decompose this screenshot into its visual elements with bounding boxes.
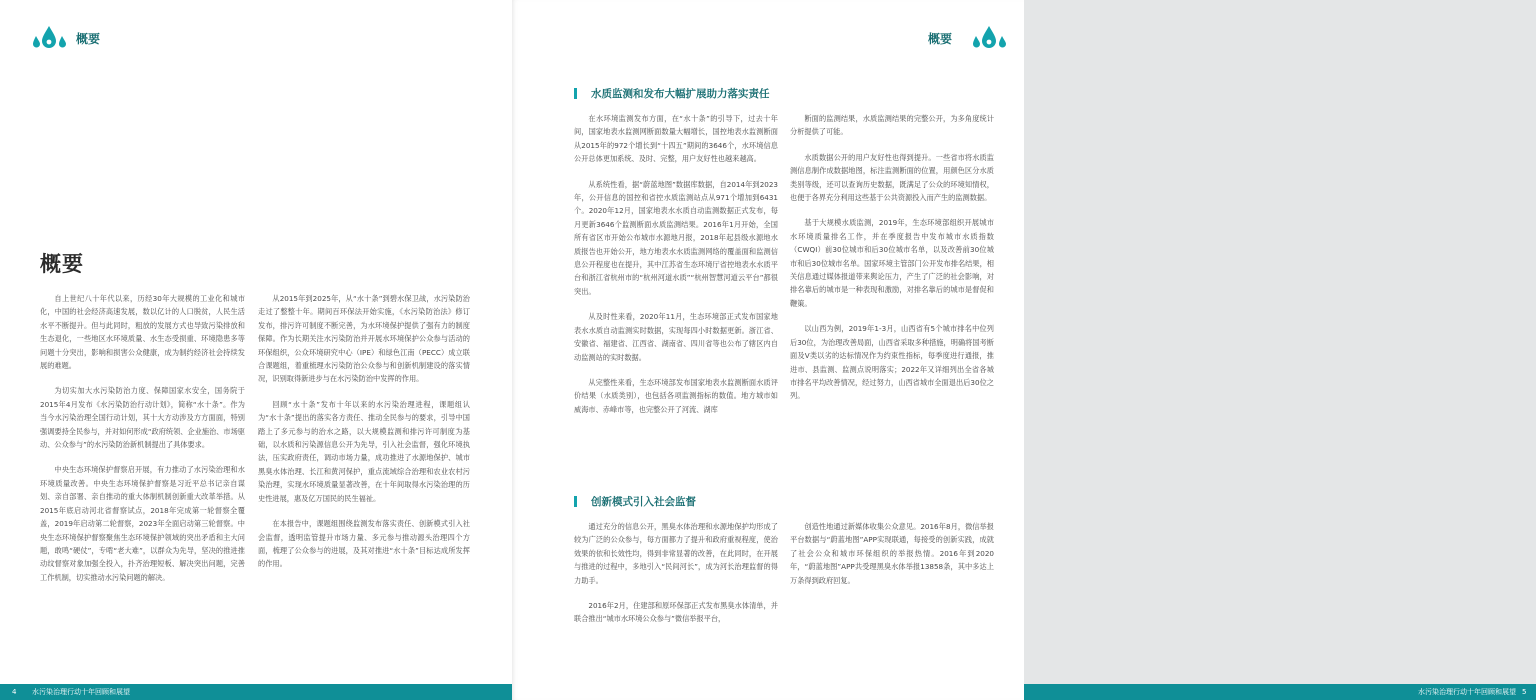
footer-text: 水污染治理行动十年回顾和展望 [1418, 688, 1516, 696]
paragraph: 中央生态环境保护督察启开展，有力推动了水污染治理和水环境质量改善。中央生态环境保护督察是习近平总书记亲自谋划、亲自部署、亲自推动的重大体制机制创新重大改革举措。从2015年底启动河北省督察试点，2018年完成第一轮督察全覆盖，2019年启动第二轮督察，2023年全面启动第三轮督察。中央生态环境保护督察聚焦生态环境保护领域的突出矛盾和主大问题，敢鸣“硬仗”，专啃“老大难”，以群众为先导，坚决的推进推动纹督察对象加强全投入，扑齐治理短板、解决突出问题，完善工作机制，切实推动水污染问题的解决。 [40, 465, 245, 582]
paragraph: 回顾“水十条”发布十年以来的水污染治理进程，课题组认为“水十条”提出的落实各方责任、推动全民参与的要求，引导中国踏上了多元参与的治水之路，以大规模监测和排污许可制度为基础，以水质和污染源信息公开为先导，引入社会监督，强化环境执法，压实政府责任，调动市场力量，成功推进了水源地保护、城市黑臭水体治理、长江和黄河保护，重点流域综合治理和农业农村污染治理，实现水环境质量显著改善，在十年间取得水污染治理的历史性进展，惠及亿万国民的民生福祉。 [258, 399, 470, 503]
footer-left [0, 684, 512, 700]
paragraph: 创造性地通过新媒体收集公众意见。2016年8月，微信举报平台数据与“蔚蓝地图”APP实现联通，每接受的创新实践，成就了社会公众和城市环保组织的举报热情。2016年到2020年，“蔚蓝地图”APP共受理黑臭水体举报13858条，其中多达上万条得到政府回复。 [790, 522, 994, 585]
left-page [0, 0, 512, 700]
paragraph: 自上世纪八十年代以来，历经30年大规模的工业化和城市化，中国的社会经济高速发展，数以亿计的人口脱贫，人民生活水平不断提升。但与此同时，粗放的发展方式也导致污染排放和生态退化，一些地区水环境质量、水生态受损重、环境隐患多等问题十分突出，影响和损害公众健康，成为制约经济社会持续发展的难题。 [40, 294, 245, 371]
right-column-3 [574, 520, 778, 638]
section-heading-supervision [574, 494, 696, 509]
paragraph: 在本报告中，课题组围绕监测发布落实责任、创新模式引入社会监督，透明监管提升市场力量、多元参与推动源头治理四个方面，梳理了公众参与的进展，及其对推进“水十条”目标达成所发挥的作用。 [258, 519, 470, 569]
paragraph: 在水环境监测发布方面，在“水十条”的引导下，过去十年间，国家地表水监测网断面数量大幅增长，国控地表水监测断面从2015年的972个增长到“十四五”期间的3646个，水环境信息公开总体更加系统、及时、完整，用户友好性也越来越高。 [574, 114, 778, 164]
paragraph: 从系统性看，据“蔚蓝地图”数据库数据，自2014年到2023年，公开信息的国控和省控水质监测站点从971个增加到6431个。2020年12月，国家地表水水质自动监测数据正式发布，每月更新3646个监测断面水质监测结果。2016年1月开始，全国所有省区市开始公布城市水源地月报，2018年起县级水源地水质报告也开始公开，地方地表水水质监测网络的覆盖面和监测信息公开程度也在提升，其中江苏省生态环境厅省控地表水水质平台和浙江省杭州市的“杭州河道水质”“杭州智慧河道云平台”都很突出。 [574, 179, 778, 296]
header-title: 概要 [76, 32, 101, 46]
page-title: 概要 [40, 252, 84, 276]
section-heading-monitoring [574, 86, 770, 101]
paragraph: 2016年2月，住建部和原环保部正式发布黑臭水体清单，并联合推出“城市水环境公众参与”微信举报平台， [574, 601, 778, 624]
page-number: 4 [12, 688, 17, 696]
paragraph: 断面的监测结果，水质监测结果的完整公开，为多角度统计分析提供了可能。 [790, 114, 994, 137]
section-marker [574, 88, 577, 99]
paragraph: 从及时性来看，2020年11月，生态环境部正式发布国家地表水水质自动监测实时数据，实现每四小时数据更新。浙江省、安徽省、福建省、江西省、湖南省、四川省等也公布了辖区内自动监测站的实时数据。 [574, 312, 778, 362]
left-column-2 [258, 292, 470, 583]
right-column-4 [790, 520, 994, 599]
right-column-1 [574, 112, 778, 428]
footer-right [1024, 684, 1536, 700]
water-drop-logo-icon [30, 24, 68, 52]
paragraph: 为切实加大水污染防治力度、保障国家水安全，国务院于2015年4月发布《水污染防治行动计划》，简称“水十条”。作为当今水污染治理全国行动计划，其十大方动涉及方方面面，特别强调要持全民参与，并对如何形成“政府统领、企业施治、市场驱动、公众参与”的水污染防治新机制提出了具体要求。 [40, 386, 245, 450]
paragraph: 从2015年到2025年，从“水十条”到碧水保卫战，水污染防治走过了整整十年。期间百环保法开始实施，《水污染防治法》修订发布，排污许可制度不断完善，为水环境保护提供了强有力的制度保障。作为长期关注水污染防治并开展水环境保护公众参与活动的环保组织，公众环境研究中心（IPE）和绿色江南（PECC）成立联合课题组，着重梳理水污染防治公众参与和创新机制建设的落实情况，识别取得新进步与在水污染防治中发挥的作用。 [258, 294, 470, 384]
paragraph: 基于大规模水质监测，2019年，生态环境部组织开展城市水环境质量排名工作，并在季度报告中发布城市水质指数（CWQI）前30位城市和后30位城市名单，以及改善前30位城市和后30位城市名单。国家环境主管部门公开发布排名结果，相关信息通过媒体报道带来舆论压力，产生了广泛的社会影响，对排名靠后的城市是一种表现和激励，对排名靠后的城市是督促和鞭策。 [790, 218, 994, 308]
section-marker [574, 496, 577, 507]
paragraph: 以山西为例，2019年1-3月，山西省有5个城市排名中位列后30位，为治理改善局面，山西省采取多种措施，明确将国考断面及V类以劣的达标情况作为约束性指标，每季度进行通报，推进市、县监测、监测点说明落实；2022年又详细列出全省各城市排名平均改善情况，经过努力，山西省城市全面退出后30位之列。 [790, 324, 994, 401]
section-title: 创新模式引入社会监督 [591, 496, 696, 508]
paragraph: 从完整性来看，生态环境部发布国家地表水监测断面水质评价结果（水质类别），也包括各项监测指标的数值。地方城市如威海市、赤峰市等，也完整公开了河流、湖库 [574, 377, 778, 414]
left-column-1 [40, 292, 245, 596]
footer-text: 水污染治理行动十年回顾和展望 [32, 688, 130, 696]
water-drop-logo-icon [970, 24, 1008, 52]
header-title: 概要 [928, 32, 953, 46]
section-title: 水质监测和发布大幅扩展助力落实责任 [591, 88, 770, 100]
paragraph: 通过充分的信息公开，黑臭水体治理和水源地保护均形成了较为广泛的公众参与，每方面都力了提升和政府重视程度，使治效果的依和长效性均，得到非常显著的改善，在此同时，在开展与推进的过程中，多地引入“民间河长”，成为河长治理监督的得力助手。 [574, 522, 778, 585]
page-number: 5 [1522, 688, 1527, 696]
paragraph: 水质数据公开的用户友好性也得到提升。一些省市将水质监测信息制作成数据地图，标注监测断面的位置，用颜色区分水质类别等级，还可以查询历史数据，既满足了公众的环境知情权，也便于各界充分利用这些基于公共资源投入而产生的监测数据。 [790, 152, 994, 203]
right-column-2 [790, 112, 994, 415]
right-page [512, 0, 1527, 700]
